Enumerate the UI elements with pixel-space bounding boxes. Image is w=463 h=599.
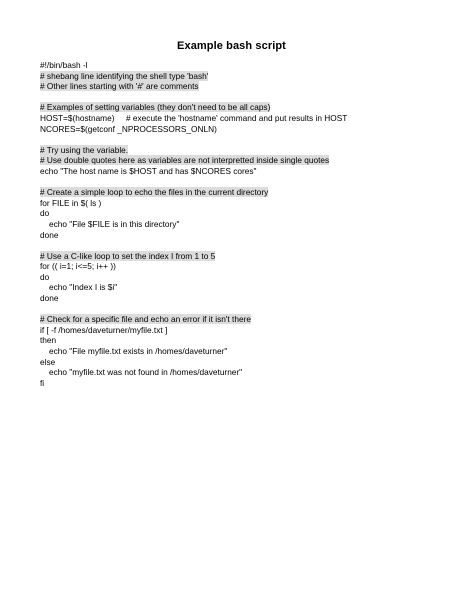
comment-line [40,102,440,113]
blank-line [40,92,440,103]
comment-line [40,81,440,92]
line-text: for FILE in $( ls ) [40,197,102,208]
comment-line [40,155,440,166]
code-line [40,198,440,209]
code-line [40,293,440,304]
code-line [40,272,440,283]
comment-line [40,187,440,198]
line-text: # Use a C-like loop to set the index I from 1 to 5 [40,250,216,261]
line-text: echo "File $FILE is in this directory" [49,218,180,229]
line-text: echo "myfile.txt was not found in /homes/daveturner" [49,367,243,378]
line-text: done [40,229,59,240]
code-line [40,378,440,389]
line-text: done [40,293,59,304]
document-title: Example bash script [177,40,286,52]
blank-line [40,240,440,251]
code-line [40,357,440,368]
line-text: echo "File myfile.txt exists in /homes/daveturner" [49,346,228,357]
line-text: # Examples of setting variables (they don't need to be all caps) [40,102,271,113]
comment-line [40,145,440,156]
code-line [40,219,440,230]
line-text: # Use double quotes here as variables are not interpretted inside single quotes [40,155,330,166]
line-text: do [40,271,50,282]
line-text: for (( i=1; i<=5; i++ )) [40,261,116,272]
comment-line [40,71,440,82]
code-line [40,335,440,346]
comment-line [40,251,440,262]
code-line [40,261,440,272]
line-text: # shebang line identifying the shell type 'bash' [40,70,209,81]
line-text: #!/bin/bash -l [40,60,88,70]
blank-line [40,134,440,145]
line-text: # Other lines starting with '#' are comments [40,81,199,92]
line-text: echo "The host name is $HOST and has $NCORES cores" [40,165,257,176]
blank-line [40,177,440,188]
code-line [40,166,440,177]
code-line [40,124,440,135]
line-text: echo "Index I is $i" [49,282,118,293]
line-text: do [40,208,50,219]
code-line [40,113,440,124]
blank-line [40,304,440,315]
line-text: NCORES=$(getconf _NPROCESSORS_ONLN) [40,123,217,134]
line-text: else [40,356,56,367]
script-body [40,60,440,388]
code-line [40,282,440,293]
code-line [40,367,440,378]
line-text: # Try using the variable. [40,144,129,155]
comment-line [40,314,440,325]
code-line [40,208,440,219]
line-text: HOST=$(hostname) # execute the 'hostname' command and put results in HOST [40,112,348,123]
line-text: fi [40,377,45,388]
line-text: if [ -f /homes/daveturner/myfile.txt ] [40,324,168,335]
code-line [40,60,440,71]
line-text: # Create a simple loop to echo the files in the current directory [40,187,269,198]
code-line [40,230,440,241]
code-line [40,325,440,336]
line-text: # Check for a specific file and echo an error if it isn't there [40,314,251,325]
code-line [40,346,440,357]
line-text: then [40,335,57,346]
